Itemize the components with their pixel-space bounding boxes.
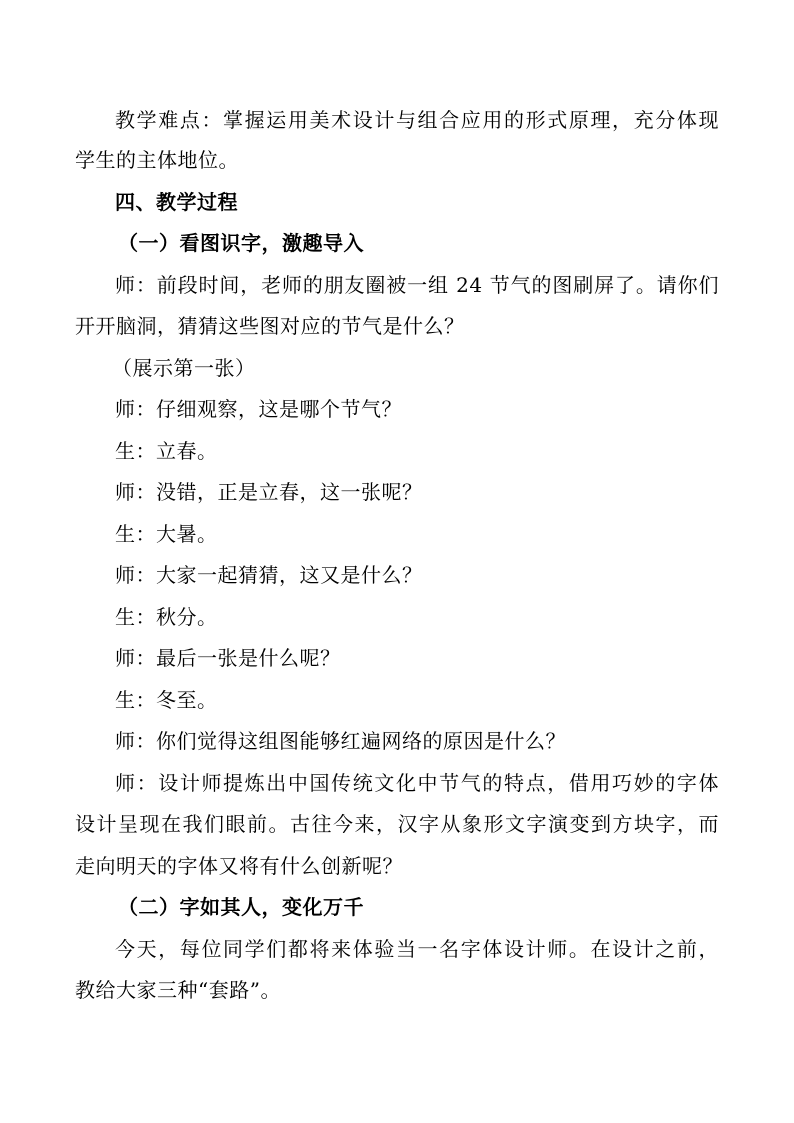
dialogue-line: 师：没错，正是立春，这一张呢？	[115, 480, 423, 504]
dialogue-line: 师：仔细观察，这是哪个节气？	[115, 397, 402, 421]
paragraph-today: 今天，每位同学们都将来体验当一名字体设计师。在设计之前，	[115, 937, 719, 961]
section-heading-teaching-process: 四、教学过程	[115, 190, 238, 214]
subsection-heading-1: （一）看图识字，激趣导入	[118, 231, 364, 255]
dialogue-line: 师：最后一张是什么呢？	[115, 646, 341, 670]
dialogue-line: 师：你们觉得这组图能够红遍网络的原因是什么？	[115, 729, 566, 753]
paragraph-today-cont: 教给大家三种“套路”。	[75, 978, 281, 1002]
paragraph-teaching-difficulty: 教学难点：掌握运用美术设计与组合应用的形式原理，充分体现	[115, 108, 719, 132]
dialogue-line: 生：立春。	[115, 439, 218, 463]
paragraph-designer-cont: 走向明天的字体又将有什么创新呢？	[75, 854, 403, 878]
paragraph-teacher-intro: 师：前段时间，老师的朋友圈被一组 24 节气的图刷屏了。请你们	[115, 273, 719, 297]
stage-direction: （展示第一张）	[112, 356, 256, 380]
paragraph-designer-cont: 设计呈现在我们眼前。古往今来，汉字从象形文字演变到方块字，而	[75, 812, 719, 836]
paragraph-designer: 师：设计师提炼出中国传统文化中节气的特点，借用巧妙的字体	[115, 771, 719, 795]
paragraph-teaching-difficulty-cont: 学生的主体地位。	[75, 148, 239, 172]
dialogue-line: 生：冬至。	[115, 688, 218, 712]
dialogue-line: 生：大暑。	[115, 522, 218, 546]
paragraph-teacher-intro-cont: 开开脑洞，猜猜这些图对应的节气是什么？	[75, 314, 465, 338]
dialogue-line: 生：秋分。	[115, 605, 218, 629]
dialogue-line: 师：大家一起猜猜，这又是什么？	[115, 563, 423, 587]
subsection-heading-2: （二）字如其人，变化万千	[118, 895, 364, 919]
